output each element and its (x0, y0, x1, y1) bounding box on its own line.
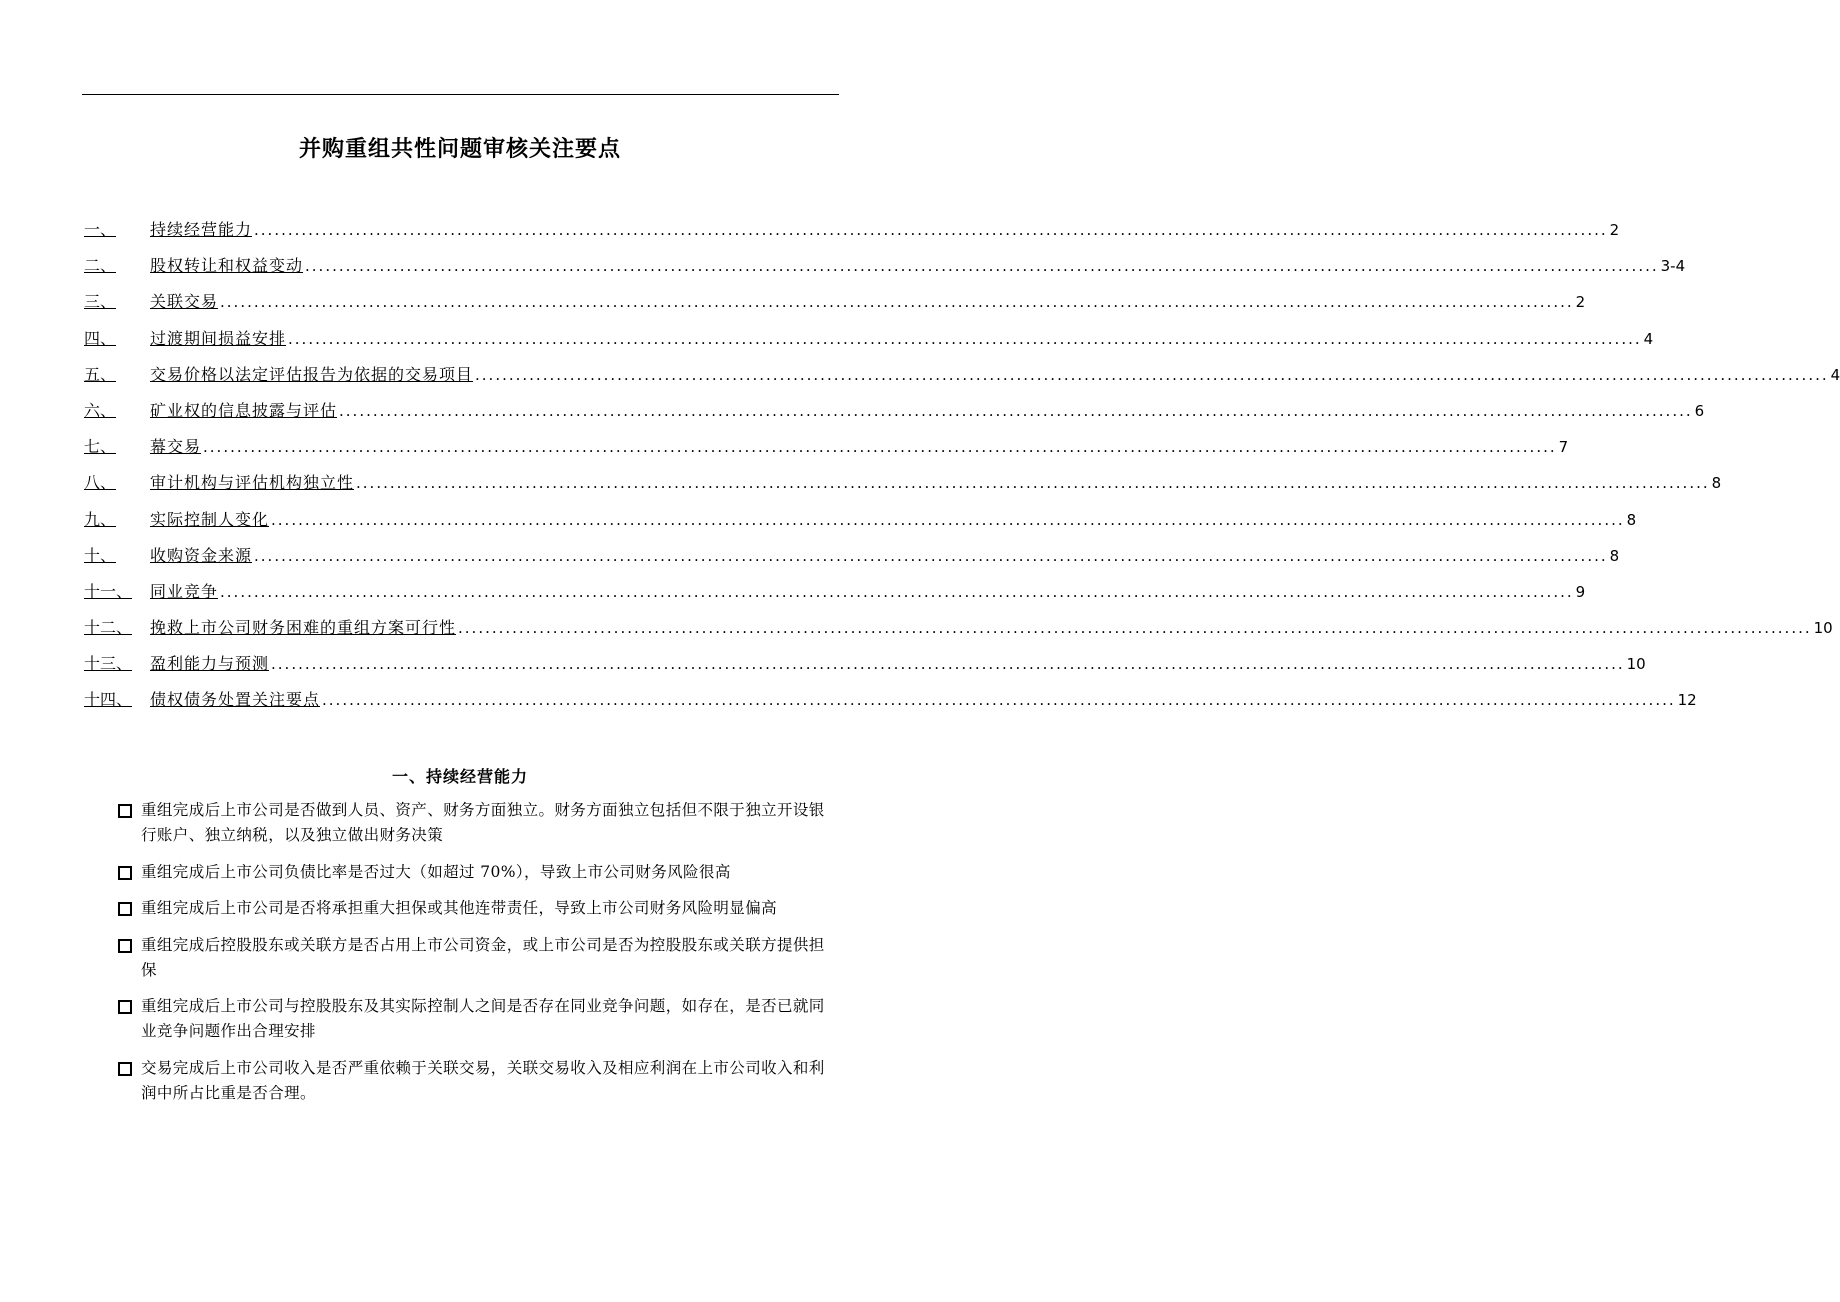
toc-entry-number: 十四、 (84, 690, 133, 710)
toc-entry-title[interactable]: 审计机构与评估机构独立性 (150, 473, 355, 493)
toc-entry-3[interactable] (84, 292, 1586, 328)
toc-entry-12[interactable] (84, 618, 1833, 654)
checkbox-icon[interactable] (118, 902, 132, 916)
header-rule (82, 94, 839, 95)
toc-entry-page: 10 (1813, 619, 1833, 638)
toc-entry-page: 9 (1575, 582, 1586, 601)
checklist-item-text: 重组完成后上市公司是否将承担重大担保或其他连带责任，导致上市公司财务风险明显偏高 (141, 899, 778, 917)
checklist-item (116, 860, 840, 885)
toc-entry-number: 四、 (84, 328, 117, 348)
toc-entry-number: 六、 (84, 400, 117, 420)
toc-entry-page: 8 (1626, 510, 1637, 529)
toc-entry-page: 2 (1575, 293, 1586, 312)
toc-entry-number: 十、 (84, 545, 117, 565)
checkbox-icon[interactable] (118, 1000, 132, 1014)
toc-entry-title[interactable]: 债权债务处置关注要点 (150, 690, 321, 710)
toc-entry-page: 4 (1830, 365, 1840, 384)
toc-leader-dots: ........................................................................................................................................................................................................ (220, 293, 1574, 312)
toc-entry-6[interactable] (84, 400, 1705, 437)
checklist-item (116, 798, 840, 848)
toc-leader-dots: ........................................................................................................................................................................................................ (254, 546, 1608, 565)
checkbox-icon[interactable] (118, 866, 132, 880)
toc-leader-dots: ........................................................................................................................................................................................................ (305, 257, 1659, 276)
toc-leader-dots: ........................................................................................................................................................................................................ (339, 401, 1693, 420)
toc-entry-title[interactable]: 实际控制人变化 (150, 509, 270, 529)
toc-entry-number: 十二、 (84, 618, 133, 638)
toc-entry-number: 三、 (84, 292, 117, 312)
checklist-item-text: 交易完成后上市公司收入是否严重依赖于关联交易，关联交易收入及相应利润在上市公司收入和利润中所占比重是否合理。 (141, 1058, 825, 1102)
toc-leader-dots: ........................................................................................................................................................................................................ (220, 582, 1574, 601)
checklist-item-text: 重组完成后上市公司负债比率是否过大（如超过 70%），导致上市公司财务风险很高 (141, 862, 731, 881)
toc-leader-dots: ........................................................................................................................................................................................................ (458, 619, 1812, 638)
toc-entry-page: 4 (1643, 329, 1654, 348)
toc-entry-page: 12 (1677, 691, 1697, 710)
toc-entry-8[interactable] (84, 473, 1722, 509)
checkbox-icon[interactable] (118, 1062, 132, 1076)
toc-entry-9[interactable] (84, 509, 1637, 546)
section-heading: 一、持续经营能力 (391, 767, 528, 786)
toc-entry-title[interactable]: 收购资金来源 (150, 545, 253, 565)
table-of-contents (84, 220, 1840, 727)
checklist-item-text: 重组完成后控股股东或关联方是否占用上市公司资金，或上市公司是否为控股股东或关联方提供担保 (141, 935, 825, 979)
toc-entry-number: 十一、 (84, 581, 133, 601)
toc-entry-title[interactable]: 盈利能力与预测 (150, 654, 270, 674)
toc-entry-title[interactable]: 挽救上市公司财务困难的重组方案可行性 (150, 618, 457, 638)
toc-entry-page: 8 (1609, 546, 1620, 565)
toc-entry-page: 2 (1609, 221, 1620, 239)
toc-entry-title[interactable]: 矿业权的信息披露与评估 (150, 400, 338, 420)
toc-entry-page: 7 (1558, 438, 1569, 457)
toc-entry-14[interactable] (84, 690, 1697, 726)
toc-entry-number: 九、 (84, 509, 117, 529)
toc-entry-4[interactable] (84, 328, 1654, 365)
checklist-item-text: 重组完成后上市公司是否做到人员、资产、财务方面独立。财务方面独立包括但不限于独立开设银行账户、独立纳税，以及独立做出财务决策 (141, 801, 825, 844)
checklist (116, 798, 840, 1117)
toc-leader-dots: ........................................................................................................................................................................................................ (288, 329, 1642, 348)
checklist-item (116, 1056, 840, 1106)
toc-leader-dots: ........................................................................................................................................................................................................ (322, 691, 1676, 710)
toc-entry-title[interactable]: 持续经营能力 (150, 220, 253, 239)
checklist-item (116, 933, 840, 983)
toc-leader-dots: ........................................................................................................................................................................................................ (271, 655, 1625, 674)
toc-entry-11[interactable] (84, 581, 1586, 618)
toc-entry-number: 十三、 (84, 654, 133, 674)
toc-leader-dots: ........................................................................................................................................................................................................ (271, 510, 1625, 529)
toc-entry-page: 6 (1694, 401, 1705, 420)
toc-entry-title[interactable]: 交易价格以法定评估报告为依据的交易项目 (150, 364, 474, 384)
toc-entry-5[interactable] (84, 364, 1840, 401)
checklist-item (116, 994, 840, 1044)
toc-entry-number: 七、 (84, 437, 117, 457)
toc-entry-13[interactable] (84, 654, 1646, 690)
checklist-item-text: 重组完成后上市公司与控股股东及其实际控制人之间是否存在同业竞争问题，如存在，是否已就同业竞争问题作出合理安排 (141, 997, 825, 1040)
checkbox-icon[interactable] (118, 939, 132, 953)
toc-entry-page: 3-4 (1660, 257, 1686, 276)
toc-entry-title[interactable]: 幕交易 (150, 437, 202, 457)
toc-entry-title[interactable]: 关联交易 (150, 292, 219, 312)
toc-entry-number: 八、 (84, 473, 117, 493)
toc-entry-title[interactable]: 同业竞争 (150, 581, 219, 601)
toc-entry-7[interactable] (84, 437, 1569, 473)
document-title: 并购重组共性问题审核关注要点 (298, 136, 621, 162)
toc-entry-page: 8 (1711, 474, 1722, 493)
toc-entry-1[interactable] (84, 220, 1620, 256)
toc-entry-2[interactable] (84, 256, 1686, 292)
toc-entry-title[interactable]: 股权转让和权益变动 (150, 256, 304, 276)
toc-entry-number: 五、 (84, 364, 117, 384)
toc-entry-page: 10 (1626, 655, 1646, 674)
toc-leader-dots: ........................................................................................................................................................................................................ (203, 438, 1557, 457)
toc-leader-dots: ........................................................................................................................................................................................................ (475, 365, 1829, 384)
toc-leader-dots: ........................................................................................................................................................................................................ (254, 221, 1608, 239)
checklist-item (116, 896, 840, 921)
toc-leader-dots: ........................................................................................................................................................................................................ (356, 474, 1710, 493)
toc-entry-10[interactable] (84, 545, 1620, 582)
toc-entry-title[interactable]: 过渡期间损益安排 (150, 328, 287, 348)
toc-entry-number: 二、 (84, 256, 117, 276)
checkbox-icon[interactable] (118, 804, 132, 818)
toc-entry-number: 一、 (84, 220, 117, 239)
